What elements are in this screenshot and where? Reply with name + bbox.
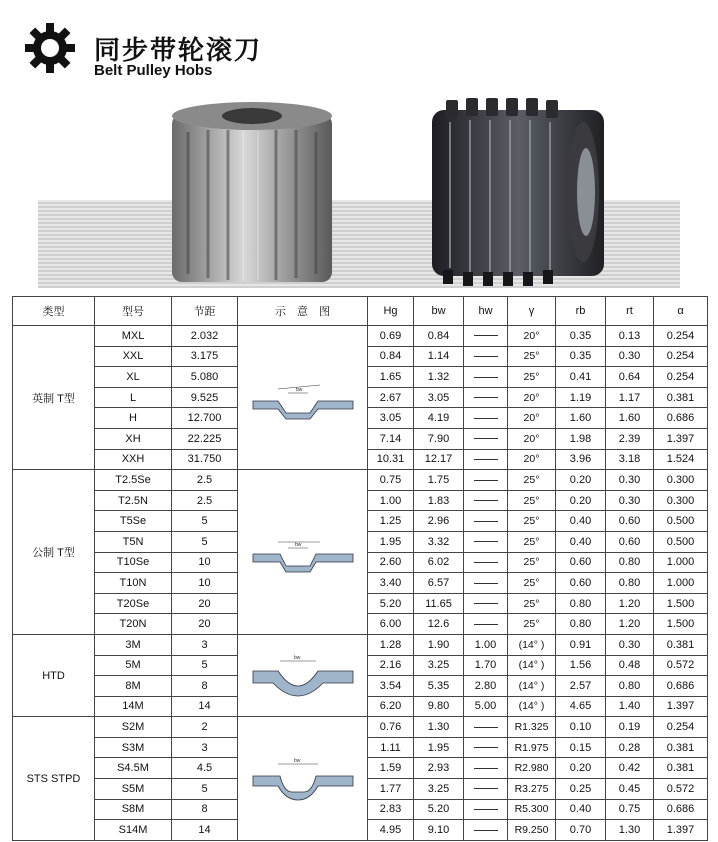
hw-cell [464,428,508,449]
svg-text:bw: bw [294,541,301,548]
alpha-cell: 0.381 [654,758,708,779]
pitch-cell: 31.750 [172,449,238,470]
col-header-hg: Hg [368,297,414,326]
hg-cell: 3.05 [368,408,414,429]
bw-cell: 1.90 [414,634,464,655]
col-header-hw: hw [464,297,508,326]
rb-cell: 0.40 [556,531,606,552]
hw-cell [464,573,508,594]
gamma-cell: 25° [508,470,556,491]
rb-cell: 0.20 [556,490,606,511]
gamma-cell: R5.300 [508,799,556,820]
model-cell: 5M [95,655,172,676]
alpha-cell: 0.300 [654,490,708,511]
hg-cell: 10.31 [368,449,414,470]
alpha-cell: 0.686 [654,799,708,820]
bw-cell: 5.35 [414,676,464,697]
pitch-cell: 20 [172,593,238,614]
bw-cell: 3.05 [414,387,464,408]
model-cell: S3M [95,737,172,758]
hg-cell: 0.76 [368,717,414,738]
col-header-model: 型号 [95,297,172,326]
bw-cell: 3.25 [414,779,464,800]
alpha-cell: 1.000 [654,552,708,573]
hw-cell [464,511,508,532]
pitch-cell: 5 [172,779,238,800]
rt-cell: 0.42 [606,758,654,779]
hw-cell [464,799,508,820]
rt-cell: 0.80 [606,676,654,697]
pitch-cell: 14 [172,820,238,841]
rt-cell: 2.39 [606,428,654,449]
bw-cell: 2.96 [414,511,464,532]
model-cell: T5Se [95,511,172,532]
hw-cell: 2.80 [464,676,508,697]
gamma-cell: (14° ) [508,655,556,676]
empty-dash [474,768,498,769]
alpha-cell: 0.572 [654,779,708,800]
pitch-cell: 4.5 [172,758,238,779]
empty-dash [474,624,498,625]
page-subtitle: Belt Pulley Hobs [94,62,213,79]
empty-dash [474,562,498,563]
pitch-cell: 10 [172,552,238,573]
pitch-cell: 5 [172,655,238,676]
profile-diagram-cell [238,326,368,470]
hw-cell [464,449,508,470]
alpha-cell: 0.254 [654,367,708,388]
rt-cell: 1.20 [606,614,654,635]
gamma-cell: 25° [508,531,556,552]
model-cell: T10N [95,573,172,594]
alpha-cell: 1.500 [654,593,708,614]
page-title: 同步带轮滚刀 [94,36,263,66]
gamma-cell: 20° [508,326,556,347]
empty-dash [474,459,498,460]
rt-cell: 0.30 [606,470,654,491]
pitch-cell: 2.5 [172,490,238,511]
hw-cell [464,490,508,511]
rt-cell: 0.30 [606,490,654,511]
gamma-cell: (14° ) [508,696,556,717]
rb-cell: 1.19 [556,387,606,408]
rt-cell: 1.20 [606,593,654,614]
rb-cell: 1.60 [556,408,606,429]
model-cell: 14M [95,696,172,717]
empty-dash [474,397,498,398]
alpha-cell: 0.500 [654,511,708,532]
col-header-rb: rb [556,297,606,326]
pitch-cell: 22.225 [172,428,238,449]
category-cell: HTD [13,634,95,716]
pitch-cell: 14 [172,696,238,717]
bw-cell: 5.20 [414,799,464,820]
pitch-cell: 10 [172,573,238,594]
model-cell: S4.5M [95,758,172,779]
col-header-diagram: 示 意 图 [238,297,368,326]
rt-cell: 3.18 [606,449,654,470]
hw-cell [464,820,508,841]
pitch-cell: 12.700 [172,408,238,429]
bw-cell: 2.93 [414,758,464,779]
hg-cell: 6.00 [368,614,414,635]
hg-cell: 1.59 [368,758,414,779]
rb-cell: 0.10 [556,717,606,738]
hw-cell [464,758,508,779]
model-cell: T20Se [95,593,172,614]
model-cell: T20N [95,614,172,635]
hw-cell [464,552,508,573]
hw-cell [464,346,508,367]
table-row [13,326,708,347]
rt-cell: 0.30 [606,346,654,367]
hg-cell: 7.14 [368,428,414,449]
model-cell: S5M [95,779,172,800]
rb-cell: 1.98 [556,428,606,449]
bw-cell: 3.32 [414,531,464,552]
empty-dash [474,521,498,522]
hw-cell: 1.70 [464,655,508,676]
hw-cell [464,408,508,429]
hw-cell [464,387,508,408]
pitch-cell: 2.5 [172,470,238,491]
gamma-cell: 20° [508,428,556,449]
hw-cell [464,737,508,758]
gamma-cell: 25° [508,511,556,532]
rt-cell: 0.60 [606,531,654,552]
alpha-cell: 0.254 [654,346,708,367]
rb-cell: 0.20 [556,758,606,779]
model-cell: S14M [95,820,172,841]
alpha-cell: 0.381 [654,387,708,408]
gamma-cell: 25° [508,490,556,511]
gamma-cell: (14° ) [508,634,556,655]
hg-cell: 1.77 [368,779,414,800]
bw-cell: 6.02 [414,552,464,573]
empty-dash [474,480,498,481]
profile-diagram-cell [238,717,368,841]
rb-cell: 2.57 [556,676,606,697]
empty-dash [474,438,498,439]
hob-spec-table [12,296,708,841]
empty-dash [474,356,498,357]
model-cell: S8M [95,799,172,820]
alpha-cell: 0.300 [654,470,708,491]
model-cell: 8M [95,676,172,697]
rt-cell: 0.80 [606,573,654,594]
rt-cell: 1.17 [606,387,654,408]
empty-dash [474,418,498,419]
htd-profile-diagram [248,649,358,699]
gamma-cell: (14° ) [508,676,556,697]
alpha-cell: 1.397 [654,428,708,449]
col-header-type: 类型 [13,297,95,326]
alpha-cell: 0.381 [654,737,708,758]
rb-cell: 0.25 [556,779,606,800]
table-row [13,470,708,491]
rb-cell: 0.60 [556,573,606,594]
rt-cell: 0.80 [606,552,654,573]
pitch-cell: 9.525 [172,387,238,408]
hg-cell: 2.16 [368,655,414,676]
model-cell: T5N [95,531,172,552]
hw-cell [464,326,508,347]
bw-cell: 1.32 [414,367,464,388]
model-cell: XL [95,367,172,388]
hw-cell: 5.00 [464,696,508,717]
hg-cell: 1.95 [368,531,414,552]
rt-cell: 0.28 [606,737,654,758]
rb-cell: 0.35 [556,326,606,347]
alpha-cell: 0.572 [654,655,708,676]
rt-cell: 0.75 [606,799,654,820]
gamma-cell: R3.275 [508,779,556,800]
pitch-cell: 3 [172,737,238,758]
model-cell: T2.5Se [95,470,172,491]
gear-logo-icon [24,22,76,74]
bw-cell: 7.90 [414,428,464,449]
model-cell: MXL [95,326,172,347]
hw-cell [464,614,508,635]
bw-cell: 1.95 [414,737,464,758]
hg-cell: 2.67 [368,387,414,408]
rb-cell: 0.91 [556,634,606,655]
profile-diagram-cell [238,634,368,716]
rb-cell: 0.20 [556,470,606,491]
gamma-cell: 25° [508,614,556,635]
empty-dash [474,500,498,501]
gamma-cell: R1.325 [508,717,556,738]
bw-cell: 11.65 [414,593,464,614]
bw-cell: 4.19 [414,408,464,429]
alpha-cell: 1.397 [654,820,708,841]
col-header-gamma: γ [508,297,556,326]
hg-cell: 0.75 [368,470,414,491]
hg-cell: 0.84 [368,346,414,367]
alpha-cell: 0.381 [654,634,708,655]
col-header-bw: bw [414,297,464,326]
hg-cell: 1.65 [368,367,414,388]
sts-stpd-profile-diagram [248,752,358,802]
hg-cell: 5.20 [368,593,414,614]
metric-t-profile-diagram [248,526,358,576]
rb-cell: 4.65 [556,696,606,717]
gamma-cell: 25° [508,552,556,573]
table-header-row [13,297,708,326]
rb-cell: 0.15 [556,737,606,758]
pitch-cell: 5.080 [172,367,238,388]
gamma-cell: 25° [508,573,556,594]
hg-cell: 1.28 [368,634,414,655]
bw-cell: 1.75 [414,470,464,491]
pitch-cell: 20 [172,614,238,635]
hg-cell: 2.60 [368,552,414,573]
rt-cell: 0.30 [606,634,654,655]
gamma-cell: 20° [508,387,556,408]
alpha-cell: 0.686 [654,408,708,429]
alpha-cell: 0.254 [654,326,708,347]
svg-text:bw: bw [293,758,300,765]
gamma-cell: R9.250 [508,820,556,841]
pitch-cell: 3 [172,634,238,655]
hw-cell [464,531,508,552]
gamma-cell: 25° [508,367,556,388]
hw-cell [464,779,508,800]
empty-dash [474,603,498,604]
gamma-cell: R1.975 [508,737,556,758]
rt-cell: 0.45 [606,779,654,800]
pitch-cell: 5 [172,511,238,532]
bw-cell: 12.6 [414,614,464,635]
pitch-cell: 5 [172,531,238,552]
bw-cell: 6.57 [414,573,464,594]
rt-cell: 1.60 [606,408,654,429]
rb-cell: 0.80 [556,614,606,635]
col-header-rt: rt [606,297,654,326]
hw-cell: 1.00 [464,634,508,655]
rb-cell: 0.41 [556,367,606,388]
bw-cell: 1.30 [414,717,464,738]
model-cell: H [95,408,172,429]
model-cell: XXH [95,449,172,470]
imperial-t-profile-diagram [248,371,358,421]
hg-cell: 6.20 [368,696,414,717]
gamma-cell: 25° [508,346,556,367]
rb-cell: 0.40 [556,799,606,820]
gamma-cell: 25° [508,593,556,614]
rt-cell: 0.64 [606,367,654,388]
bw-cell: 1.83 [414,490,464,511]
hg-cell: 3.40 [368,573,414,594]
rt-cell: 0.60 [606,511,654,532]
model-cell: 3M [95,634,172,655]
pitch-cell: 2.032 [172,326,238,347]
bw-cell: 12.17 [414,449,464,470]
category-cell: 公制 T型 [13,470,95,635]
category-cell: 英制 T型 [13,326,95,470]
rb-cell: 0.70 [556,820,606,841]
model-cell: S2M [95,717,172,738]
bw-cell: 9.10 [414,820,464,841]
empty-dash [474,809,498,810]
hg-cell: 0.69 [368,326,414,347]
alpha-cell: 1.524 [654,449,708,470]
model-cell: L [95,387,172,408]
hg-cell: 3.54 [368,676,414,697]
rt-cell: 0.48 [606,655,654,676]
pitch-cell: 8 [172,799,238,820]
rb-cell: 1.56 [556,655,606,676]
alpha-cell: 0.686 [654,676,708,697]
svg-text:bw: bw [293,655,300,662]
rb-cell: 0.35 [556,346,606,367]
model-cell: XH [95,428,172,449]
gamma-cell: 20° [508,408,556,429]
hg-cell: 1.25 [368,511,414,532]
empty-dash [474,583,498,584]
hw-cell [464,717,508,738]
profile-diagram-cell [238,470,368,635]
gamma-cell: R2.980 [508,758,556,779]
empty-dash [474,747,498,748]
rb-cell: 0.60 [556,552,606,573]
model-cell: XXL [95,346,172,367]
hg-cell: 4.95 [368,820,414,841]
pitch-cell: 3.175 [172,346,238,367]
empty-dash [474,727,498,728]
table-row [13,717,708,738]
rt-cell: 0.19 [606,717,654,738]
empty-dash [474,830,498,831]
bw-cell: 3.25 [414,655,464,676]
model-cell: T10Se [95,552,172,573]
rb-cell: 0.40 [556,511,606,532]
empty-dash [474,377,498,378]
hg-cell: 1.11 [368,737,414,758]
table-row [13,634,708,655]
alpha-cell: 0.500 [654,531,708,552]
hw-cell [464,470,508,491]
hg-cell: 2.83 [368,799,414,820]
bw-cell: 9.80 [414,696,464,717]
bw-cell: 0.84 [414,326,464,347]
alpha-cell: 1.000 [654,573,708,594]
gamma-cell: 20° [508,449,556,470]
empty-dash [474,541,498,542]
rt-cell: 1.30 [606,820,654,841]
col-header-pitch: 节距 [172,297,238,326]
alpha-cell: 1.397 [654,696,708,717]
bw-cell: 1.14 [414,346,464,367]
category-cell: STS STPD [13,717,95,841]
hg-cell: 1.00 [368,490,414,511]
rt-cell: 0.13 [606,326,654,347]
empty-dash [474,335,498,336]
rb-cell: 3.96 [556,449,606,470]
hw-cell [464,593,508,614]
rb-cell: 0.80 [556,593,606,614]
empty-dash [474,788,498,789]
alpha-cell: 0.254 [654,717,708,738]
hob-product-photo [38,92,680,288]
pitch-cell: 8 [172,676,238,697]
alpha-cell: 1.500 [654,614,708,635]
rt-cell: 1.40 [606,696,654,717]
model-cell: T2.5N [95,490,172,511]
pitch-cell: 2 [172,717,238,738]
col-header-alpha: α [654,297,708,326]
hw-cell [464,367,508,388]
svg-text:bw: bw [295,387,302,394]
